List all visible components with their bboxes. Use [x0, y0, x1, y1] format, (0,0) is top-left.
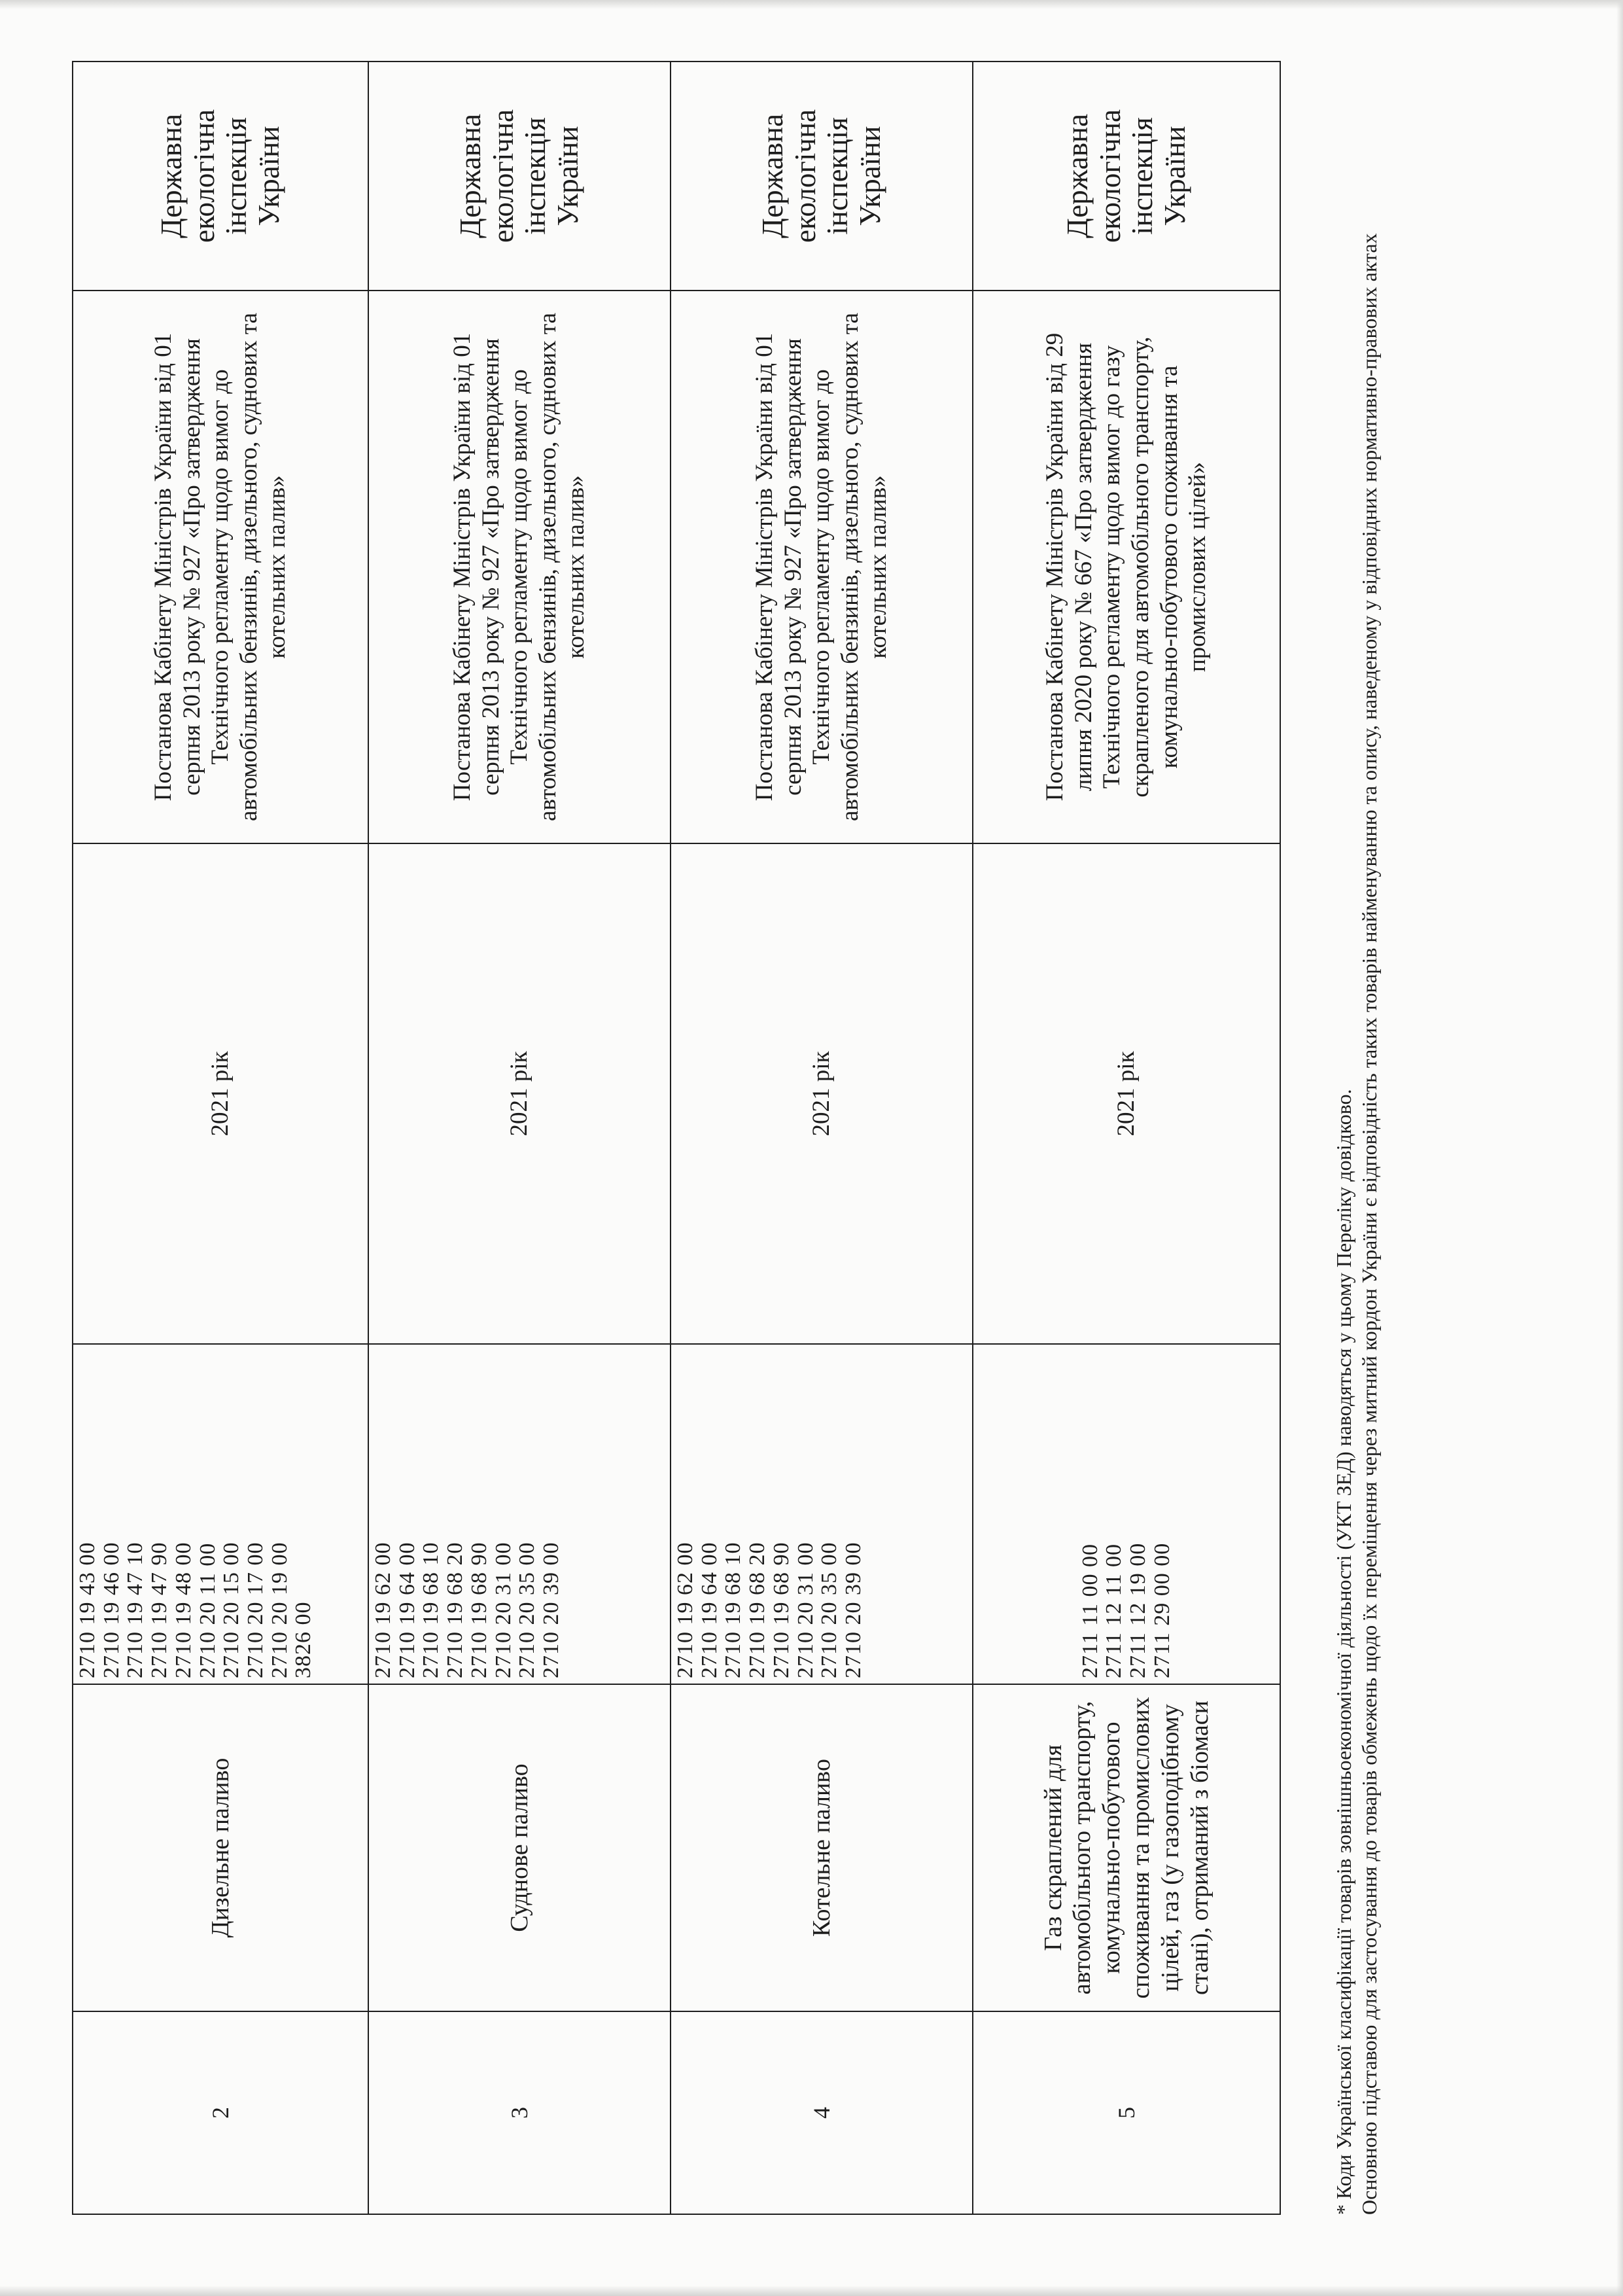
code-item: 2710 20 17 00 — [243, 1542, 268, 1678]
code-item: 2710 19 68 90 — [769, 1542, 794, 1678]
legal-act: Постанова Кабінету Міністрів України від 01 серпня 2013 року № 927 «Про затвердження Технічного регламенту щодо вимог до автомобільних бензинів, дизельного, суднових та котельних палив» — [73, 291, 368, 843]
code-item: 2710 20 15 00 — [219, 1542, 244, 1678]
code-item: 2711 29 00 00 — [1149, 1542, 1174, 1678]
footnote-codes: * Коди Української класифікації товарів зовнішньоекономічної діяльності (УКТ ЗЕД) наводяться у цьому Переліку довідково. — [1332, 1089, 1355, 2215]
code-item: 2710 19 68 20 — [443, 1542, 468, 1678]
code-item: 2710 19 62 00 — [673, 1542, 697, 1678]
code-item: 2710 19 68 10 — [721, 1542, 746, 1678]
scan-edge-top — [0, 0, 1623, 9]
scan-edge-bottom — [0, 2286, 1623, 2296]
code-item: 2711 12 11 00 — [1102, 1544, 1126, 1678]
effective-year: 2021 рік — [73, 843, 368, 1344]
effective-year: 2021 рік — [973, 843, 1280, 1344]
uktzed-codes — [368, 1344, 671, 1684]
code-item: 2710 20 11 00 — [195, 1542, 220, 1678]
effective-year: 2021 рік — [671, 843, 973, 1344]
goods-name: Котельне паливо — [671, 1684, 973, 2011]
code-item: 2711 12 19 00 — [1126, 1542, 1150, 1678]
authority: Державна екологічна інспекція України — [973, 62, 1280, 291]
code-item: 3826 00 — [291, 1601, 316, 1678]
code-item: 2710 19 68 20 — [745, 1542, 770, 1678]
uktzed-codes — [973, 1344, 1280, 1684]
uktzed-codes — [73, 1344, 368, 1684]
goods-name: Газ скраплений для автомобільного транспорту, комунально-побутового споживання та промислових цілей, газ (у газоподібному стані), отриманий з біомаси — [973, 1684, 1280, 2011]
code-item: 2710 19 48 00 — [171, 1542, 196, 1678]
code-item: 2710 20 35 00 — [817, 1542, 842, 1678]
code-item: 2710 19 64 00 — [697, 1542, 722, 1678]
footnote-basis: Основною підставою для застосування до товарів обмежень щодо їх переміщення через митний кордон України є відповідність таких товарів найменуванню та опису, наведеному у відповідних нормативно-правових актах — [1357, 233, 1382, 2215]
scan-edge-right — [1616, 0, 1623, 2296]
code-item: 2710 19 47 90 — [147, 1542, 172, 1678]
legal-act: Постанова Кабінету Міністрів України від 29 липня 2020 року № 667 «Про затвердження Технічного регламенту щодо вимог до газу скрапленого для автомобільного транспорту, комунально-побутового споживання та промислових цілей» — [973, 291, 1280, 843]
code-item: 2710 19 43 00 — [75, 1542, 99, 1678]
code-item: 2711 11 00 00 — [1077, 1544, 1102, 1678]
code-item: 2710 19 47 10 — [123, 1542, 148, 1678]
code-item: 2710 19 46 00 — [99, 1542, 124, 1678]
code-item: 2710 19 64 00 — [394, 1542, 419, 1678]
code-item: 2710 20 31 00 — [793, 1542, 818, 1678]
rotated-page-content — [72, 62, 1498, 2215]
row-number: 3 — [368, 2011, 671, 2214]
row-number: 2 — [73, 2011, 368, 2214]
footnotes — [1331, 62, 1382, 2215]
goods-table — [72, 61, 1281, 2215]
table-row — [671, 62, 973, 2214]
effective-year: 2021 рік — [368, 843, 671, 1344]
code-item: 2710 20 39 00 — [539, 1542, 564, 1678]
code-item: 2710 20 31 00 — [491, 1542, 515, 1678]
code-item: 2710 19 62 00 — [371, 1542, 395, 1678]
legal-act: Постанова Кабінету Міністрів України від 01 серпня 2013 року № 927 «Про затвердження Технічного регламенту щодо вимог до автомобільних бензинів, дизельного, суднових та котельних палив» — [671, 291, 973, 843]
row-number: 4 — [671, 2011, 973, 2214]
authority: Державна екологічна інспекція України — [368, 62, 671, 291]
code-item: 2710 19 68 90 — [466, 1542, 491, 1678]
table-row — [73, 62, 368, 2214]
code-item: 2710 20 35 00 — [515, 1542, 540, 1678]
row-number: 5 — [973, 2011, 1280, 2214]
code-item: 2710 20 39 00 — [841, 1542, 866, 1678]
code-item: 2710 20 19 00 — [267, 1542, 292, 1678]
authority: Державна екологічна інспекція України — [73, 62, 368, 291]
legal-act: Постанова Кабінету Міністрів України від 01 серпня 2013 року № 927 «Про затвердження Технічного регламенту щодо вимог до автомобільних бензинів, дизельного, суднових та котельних палив» — [368, 291, 671, 843]
authority: Державна екологічна інспекція України — [671, 62, 973, 291]
code-item: 2710 19 68 10 — [419, 1542, 444, 1678]
table-row — [368, 62, 671, 2214]
uktzed-codes — [671, 1344, 973, 1684]
table-row — [973, 62, 1280, 2214]
goods-name: Дизельне паливо — [73, 1684, 368, 2011]
goods-name: Суднове паливо — [368, 1684, 671, 2011]
